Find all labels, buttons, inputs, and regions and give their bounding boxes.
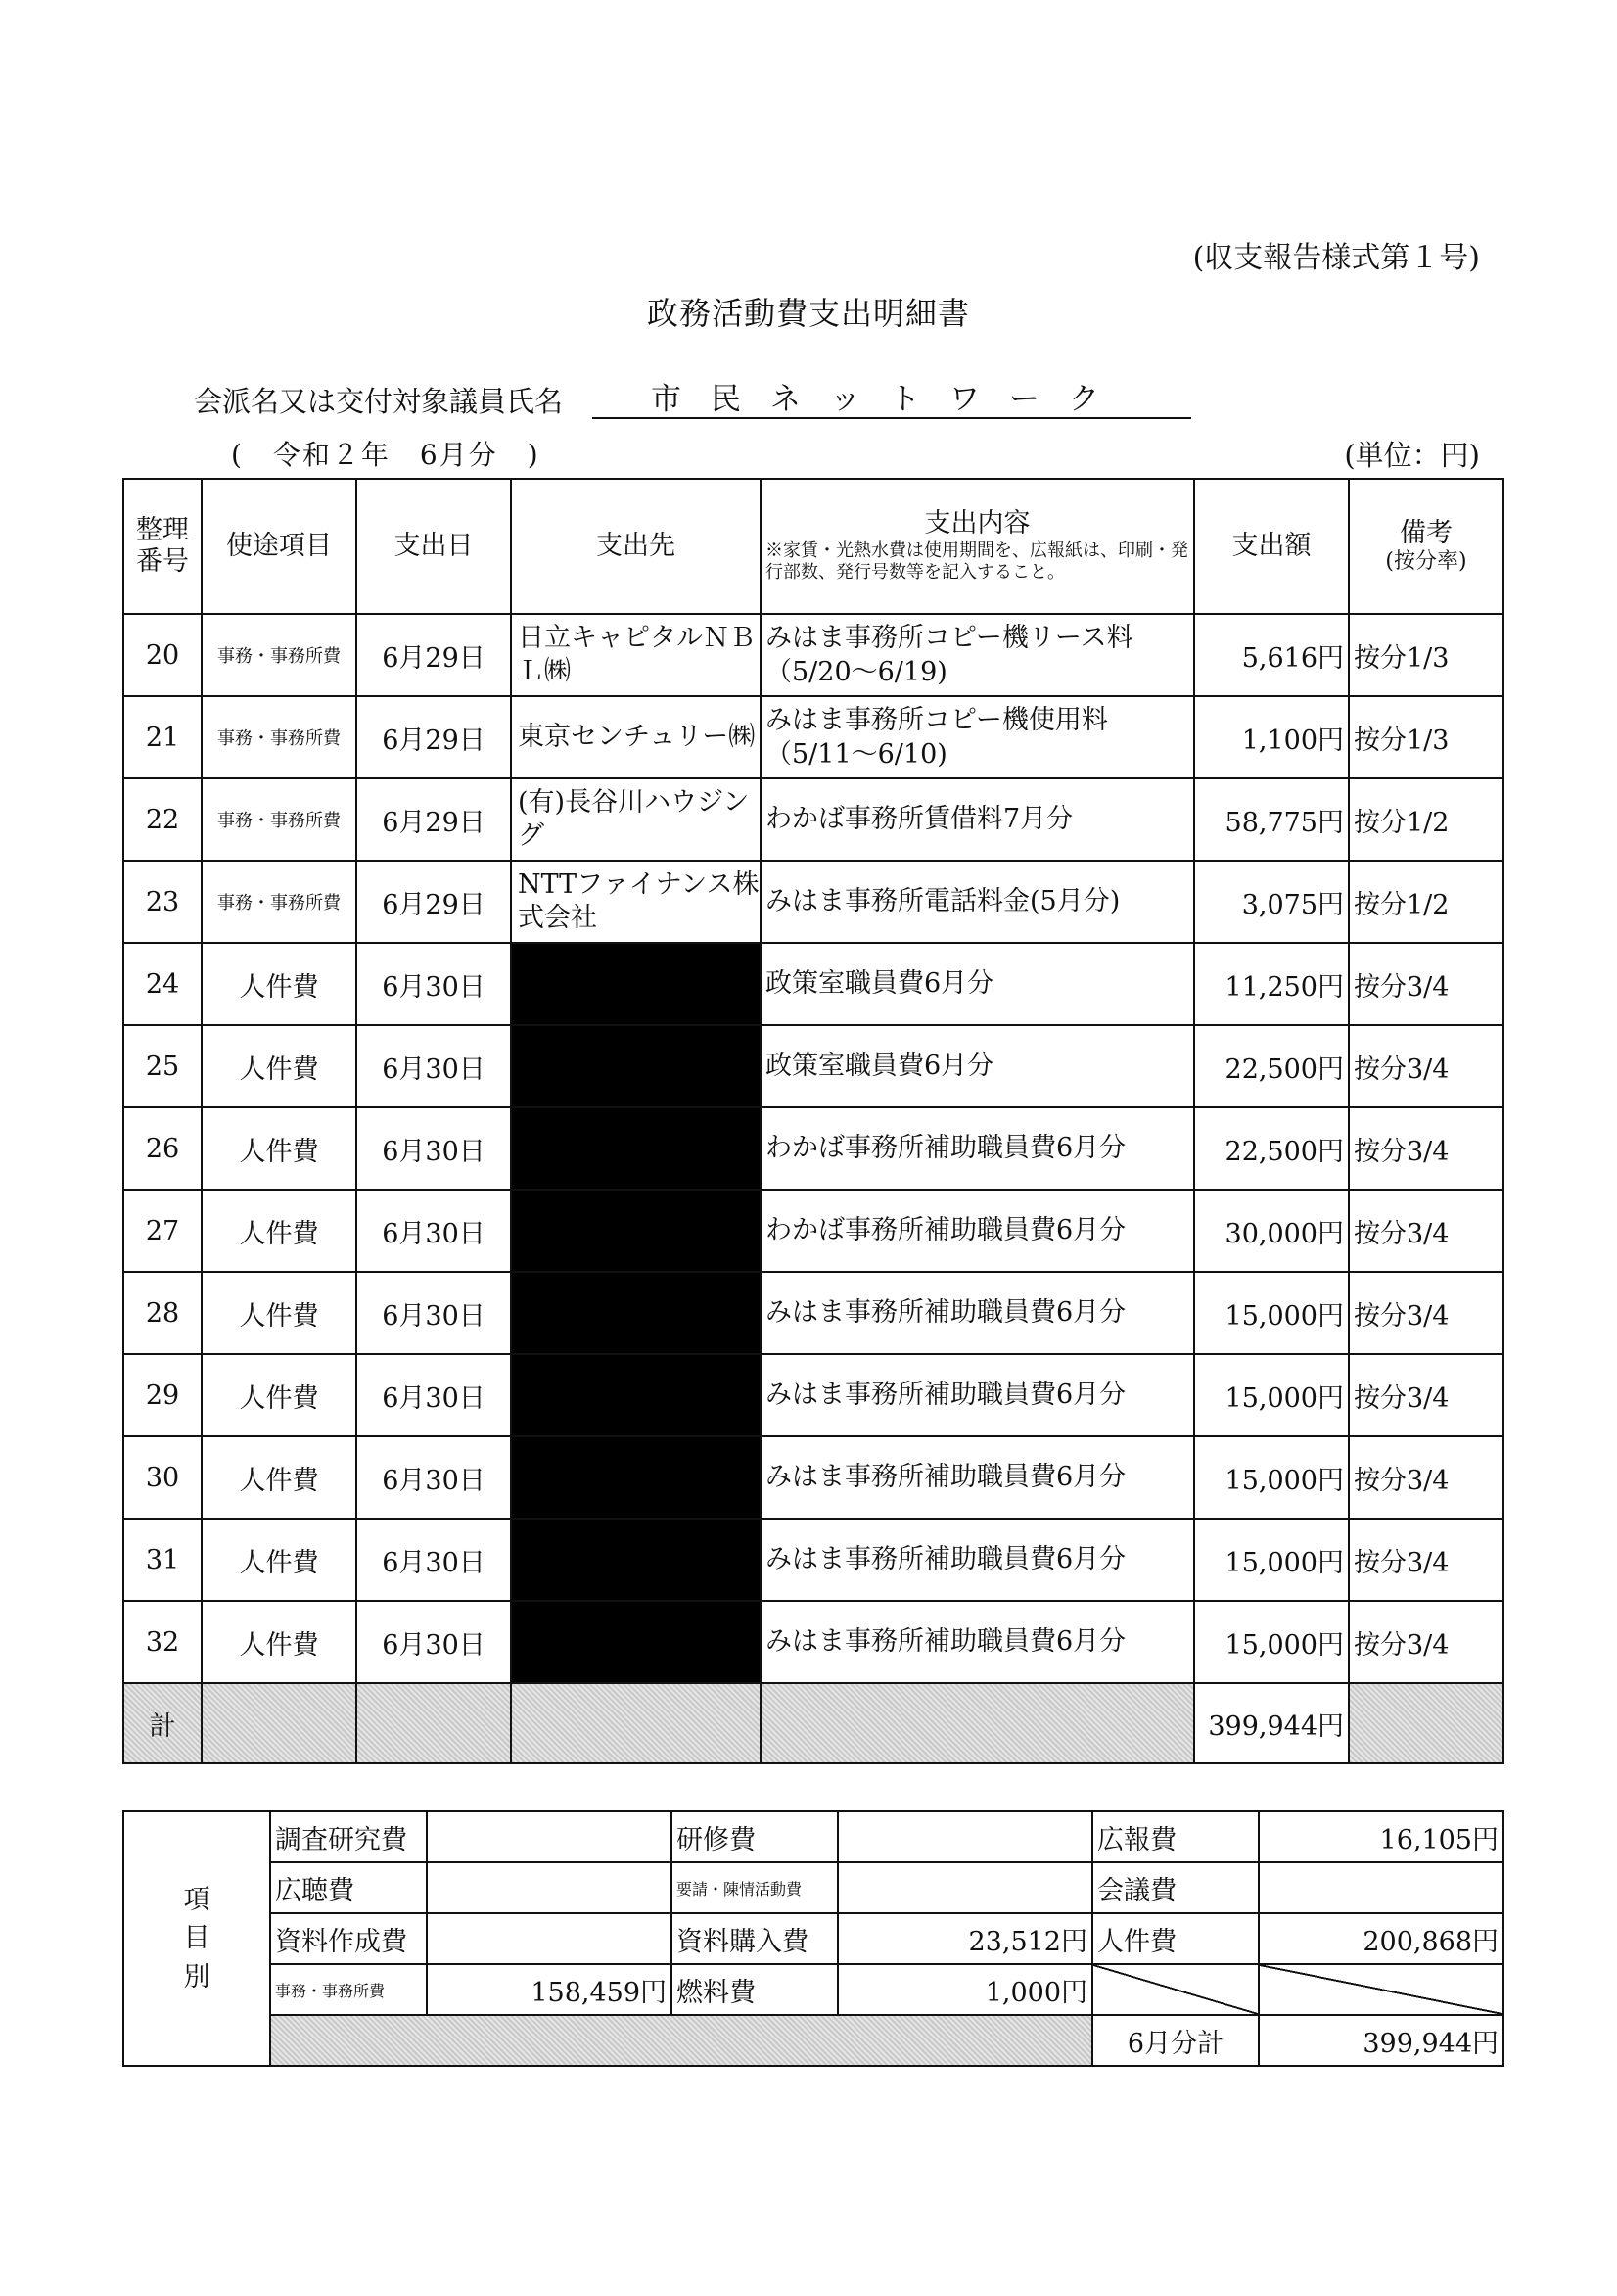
party-label: 会派名又は交付対象議員氏名: [194, 385, 564, 418]
total-row: [123, 1683, 1503, 1763]
redacted-payee: [511, 1354, 761, 1436]
row-number: 27: [123, 1190, 202, 1272]
row-remarks: 按分3/4: [1349, 1436, 1503, 1519]
row-date: 6月30日: [356, 1272, 511, 1354]
table-row: [123, 1025, 1503, 1107]
row-amount: 22,500円: [1194, 1025, 1349, 1107]
summary-hearing-amount: [427, 1862, 671, 1913]
row-date: 6月30日: [356, 943, 511, 1025]
row-payee: (有)長谷川ハウジング: [511, 778, 761, 861]
row-category: 人件費: [202, 1354, 356, 1436]
redacted-payee: [511, 1107, 761, 1190]
summary-meeting-amount: [1259, 1862, 1503, 1913]
row-remarks: 按分3/4: [1349, 1190, 1503, 1272]
summary-petition-label: 要請・陳情活動費: [671, 1862, 838, 1913]
row-remarks: 按分1/3: [1349, 614, 1503, 696]
summary-meeting-label: 会議費: [1092, 1862, 1259, 1913]
row-date: 6月30日: [356, 1436, 511, 1519]
summary-materials-label: 資料作成費: [270, 1913, 427, 1964]
row-payee: NTTファイナンス株式会社: [511, 861, 761, 943]
summary-personnel-label: 人件費: [1092, 1913, 1259, 1964]
row-number: 23: [123, 861, 202, 943]
row-date: 6月29日: [356, 614, 511, 696]
row-date: 6月29日: [356, 696, 511, 778]
summary-training-label: 研修費: [671, 1811, 838, 1862]
row-date: 6月30日: [356, 1519, 511, 1601]
row-content: みはま事務所コピー機使用料（5/11～6/10): [761, 696, 1194, 778]
summary-pr-amount: 16,105円: [1259, 1811, 1503, 1862]
summary-purchase-amount: 23,512円: [838, 1913, 1092, 1964]
row-number: 31: [123, 1519, 202, 1601]
row-category: 人件費: [202, 1436, 356, 1519]
row-category: 事務・事務所費: [202, 614, 356, 696]
table-row: [123, 1354, 1503, 1436]
total-amount: 399,944円: [1194, 1683, 1349, 1763]
row-date: 6月30日: [356, 1190, 511, 1272]
row-remarks: 按分1/3: [1349, 696, 1503, 778]
summary-side-label: 項目別: [123, 1811, 270, 2066]
summary-personnel-amount: 200,868円: [1259, 1913, 1503, 1964]
document-title: 政務活動費支出明細書: [646, 295, 970, 332]
summary-fuel-amount: 1,000円: [838, 1964, 1092, 2015]
row-date: 6月29日: [356, 861, 511, 943]
row-content: みはま事務所補助職員費6月分: [761, 1272, 1194, 1354]
summary-month-total-amount: 399,944円: [1259, 2015, 1503, 2066]
header-category: 使途項目: [202, 479, 356, 614]
summary-month-total-label: 6月分計: [1092, 2015, 1259, 2066]
table-row: [123, 778, 1503, 861]
row-content: みはま事務所補助職員費6月分: [761, 1436, 1194, 1519]
row-category: 人件費: [202, 1601, 356, 1683]
summary-table: [122, 1810, 1504, 2067]
expense-table: [122, 478, 1504, 1764]
table-row: [123, 1436, 1503, 1519]
row-amount: 22,500円: [1194, 1107, 1349, 1190]
summary-diagonal-cell: [1259, 1964, 1503, 2015]
row-amount: 15,000円: [1194, 1272, 1349, 1354]
row-date: 6月30日: [356, 1025, 511, 1107]
summary-materials-amount: [427, 1913, 671, 1964]
row-amount: 30,000円: [1194, 1190, 1349, 1272]
summary-research-label: 調査研究費: [270, 1811, 427, 1862]
row-amount: 15,000円: [1194, 1601, 1349, 1683]
row-category: 事務・事務所費: [202, 696, 356, 778]
summary-petition-amount: [838, 1862, 1092, 1913]
row-amount: 15,000円: [1194, 1354, 1349, 1436]
row-content: わかば事務所補助職員費6月分: [761, 1190, 1194, 1272]
header-payee: 支出先: [511, 479, 761, 614]
row-number: 21: [123, 696, 202, 778]
summary-office-amount: 158,459円: [427, 1964, 671, 2015]
row-date: 6月30日: [356, 1354, 511, 1436]
header-content: 支出内容 ※家賃・光熱水費は使用期間を、広報紙は、印刷・発行部数、発行号数等を記入すること。: [761, 479, 1194, 614]
row-amount: 11,250円: [1194, 943, 1349, 1025]
row-content: みはま事務所コピー機リース料（5/20～6/19): [761, 614, 1194, 696]
row-number: 29: [123, 1354, 202, 1436]
row-date: 6月29日: [356, 778, 511, 861]
row-category: 人件費: [202, 1519, 356, 1601]
row-number: 26: [123, 1107, 202, 1190]
row-category: 人件費: [202, 1025, 356, 1107]
row-category: 人件費: [202, 1272, 356, 1354]
table-row: [123, 1272, 1503, 1354]
row-number: 28: [123, 1272, 202, 1354]
row-category: 人件費: [202, 1107, 356, 1190]
party-name: 市民ネットワーク: [592, 374, 1191, 419]
row-number: 25: [123, 1025, 202, 1107]
header-no: 整理番号: [123, 479, 202, 614]
summary-purchase-label: 資料購入費: [671, 1913, 838, 1964]
summary-pr-label: 広報費: [1092, 1811, 1259, 1862]
redacted-payee: [511, 943, 761, 1025]
redacted-payee: [511, 1190, 761, 1272]
row-content: みはま事務所補助職員費6月分: [761, 1354, 1194, 1436]
row-remarks: 按分3/4: [1349, 1272, 1503, 1354]
row-remarks: 按分3/4: [1349, 943, 1503, 1025]
row-content: わかば事務所補助職員費6月分: [761, 1107, 1194, 1190]
row-remarks: 按分3/4: [1349, 1601, 1503, 1683]
header-amount: 支出額: [1194, 479, 1349, 614]
row-content: わかば事務所賃借料7月分: [761, 778, 1194, 861]
summary-diagonal-cell: [1092, 1964, 1259, 2015]
redacted-payee: [511, 1601, 761, 1683]
row-date: 6月30日: [356, 1601, 511, 1683]
period-label: ( 令和２年 6月分 ): [231, 439, 540, 471]
header-remarks: 備考 (按分率): [1349, 479, 1503, 614]
row-category: 事務・事務所費: [202, 778, 356, 861]
row-number: 20: [123, 614, 202, 696]
header-content-note: ※家賃・光熱水費は使用期間を、広報紙は、印刷・発行部数、発行号数等を記入すること。: [765, 539, 1188, 584]
redacted-payee: [511, 1272, 761, 1354]
row-category: 事務・事務所費: [202, 861, 356, 943]
row-number: 30: [123, 1436, 202, 1519]
summary-training-amount: [838, 1811, 1092, 1862]
summary-research-amount: [427, 1811, 671, 1862]
row-number: 24: [123, 943, 202, 1025]
row-remarks: 按分3/4: [1349, 1025, 1503, 1107]
row-content: みはま事務所補助職員費6月分: [761, 1601, 1194, 1683]
row-amount: 58,775円: [1194, 778, 1349, 861]
row-amount: 5,616円: [1194, 614, 1349, 696]
redacted-payee: [511, 1025, 761, 1107]
table-row: [123, 696, 1503, 778]
row-content: 政策室職員費6月分: [761, 943, 1194, 1025]
row-date: 6月30日: [356, 1107, 511, 1190]
total-label: 計: [123, 1683, 202, 1763]
table-row: [123, 614, 1503, 696]
row-remarks: 按分3/4: [1349, 1107, 1503, 1190]
redacted-payee: [511, 1436, 761, 1519]
summary-fuel-label: 燃料費: [671, 1964, 838, 2015]
row-remarks: 按分3/4: [1349, 1519, 1503, 1601]
row-remarks: 按分3/4: [1349, 1354, 1503, 1436]
row-remarks: 按分1/2: [1349, 778, 1503, 861]
row-remarks: 按分1/2: [1349, 861, 1503, 943]
row-content: みはま事務所補助職員費6月分: [761, 1519, 1194, 1601]
table-row: [123, 1190, 1503, 1272]
table-row: [123, 1519, 1503, 1601]
row-amount: 15,000円: [1194, 1519, 1349, 1601]
row-category: 人件費: [202, 943, 356, 1025]
form-label: (収支報告様式第１号): [1192, 241, 1480, 275]
row-category: 人件費: [202, 1190, 356, 1272]
summary-hearing-label: 広聴費: [270, 1862, 427, 1913]
table-row: [123, 1107, 1503, 1190]
header-date: 支出日: [356, 479, 511, 614]
row-amount: 15,000円: [1194, 1436, 1349, 1519]
row-number: 32: [123, 1601, 202, 1683]
redacted-payee: [511, 1519, 761, 1601]
table-row: [123, 943, 1503, 1025]
summary-office-label: 事務・事務所費: [270, 1964, 427, 2015]
row-payee: 東京センチュリー㈱: [511, 696, 761, 778]
row-amount: 1,100円: [1194, 696, 1349, 778]
row-number: 22: [123, 778, 202, 861]
row-payee: 日立キャピタルＮＢＬ㈱: [511, 614, 761, 696]
summary-shaded-area: [270, 2015, 1092, 2066]
table-row: [123, 1601, 1503, 1683]
row-amount: 3,075円: [1194, 861, 1349, 943]
row-content: みはま事務所電話料金(5月分): [761, 861, 1194, 943]
unit-label: (単位：円): [1344, 439, 1480, 472]
row-content: 政策室職員費6月分: [761, 1025, 1194, 1107]
table-row: [123, 861, 1503, 943]
